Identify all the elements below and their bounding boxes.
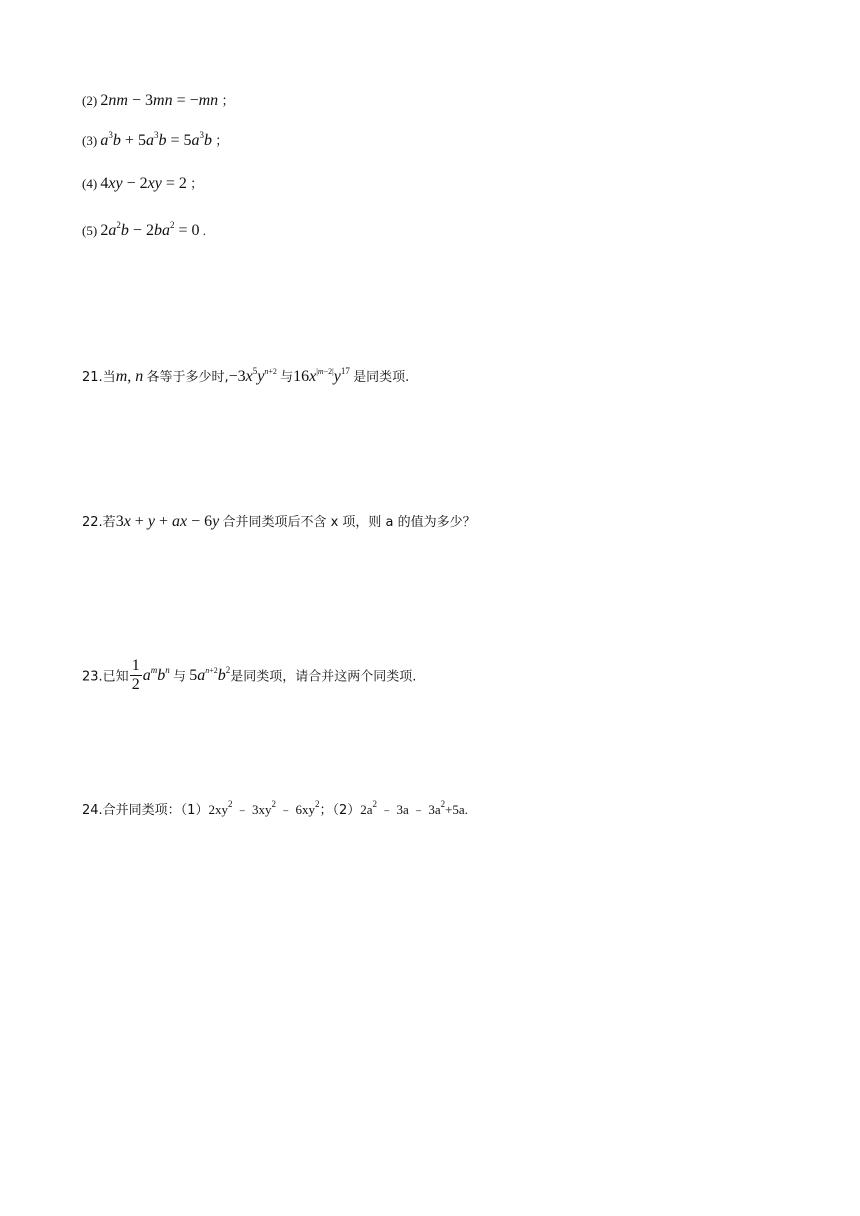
q21-variables: m, n	[115, 368, 144, 385]
question-22	[82, 512, 476, 533]
item-3-suffix: ；	[215, 133, 229, 148]
q22-prefix: 22.若	[82, 515, 116, 530]
item-4-suffix: ；	[190, 176, 204, 191]
q23-suffix: 是同类项，请合并这两个同类项.	[230, 669, 417, 685]
question-23	[82, 659, 416, 696]
item-5	[82, 221, 206, 241]
item-5-label: (5)	[82, 223, 98, 238]
q23-fraction: $\frac{1}{2}$	[131, 657, 140, 693]
q23-and: 与	[172, 669, 186, 685]
item-4-label: (4)	[82, 176, 98, 191]
item-5-equation: $2a^2b - 2ba^2 = 0$	[100, 220, 200, 239]
item-3-equation: $a^3b + 5a^3b = 5a^3b$	[100, 130, 212, 149]
q21-mid: 各等于多少时,	[146, 370, 229, 385]
q24-expression-1: $2xy^2$ ﹣ $3xy^2$ ﹣ $6xy^2$	[208, 799, 320, 817]
item-2-equation: 2nm − 3mn = −mn	[100, 92, 219, 109]
q21-term-1: $-3x^5y^{n+2}$	[228, 366, 277, 385]
q21-and: 与	[280, 370, 294, 385]
item-2	[82, 91, 234, 111]
item-2-suffix: ；	[221, 93, 235, 108]
q23-prefix: 23.已知	[82, 669, 129, 685]
question-24	[82, 800, 468, 821]
q21-suffix: 是同类项.	[353, 370, 410, 385]
q23-term-1: $a^mb^n$	[142, 665, 170, 685]
q22-suffix: 合并同类项后不含 x 项，则 a 的值为多少？	[222, 515, 476, 530]
item-3-label: (3)	[82, 133, 98, 148]
item-4-equation: 4xy − 2xy = 2	[100, 175, 187, 192]
q24-part2-label: ；（2）	[319, 803, 361, 818]
item-3	[82, 131, 228, 151]
q21-term-2: $16x^{|m-2|}y^{17}$	[293, 366, 350, 385]
item-5-suffix: .	[202, 223, 206, 238]
item-4	[82, 174, 203, 194]
q23-term-2: $5a^{n+2}b^2$	[189, 665, 231, 685]
q24-expression-2: $2a^2$ ﹣ 3a ﹣ $3a^2+5a$	[360, 799, 465, 817]
q24-end: .	[464, 802, 468, 817]
q24-prefix: 24.合并同类项：（1）	[82, 803, 209, 818]
q21-prefix: 21.当	[82, 370, 116, 385]
q22-expression: 3x + y + ax − 6y	[115, 513, 220, 530]
item-2-label: (2)	[82, 93, 98, 108]
question-21	[82, 367, 409, 388]
